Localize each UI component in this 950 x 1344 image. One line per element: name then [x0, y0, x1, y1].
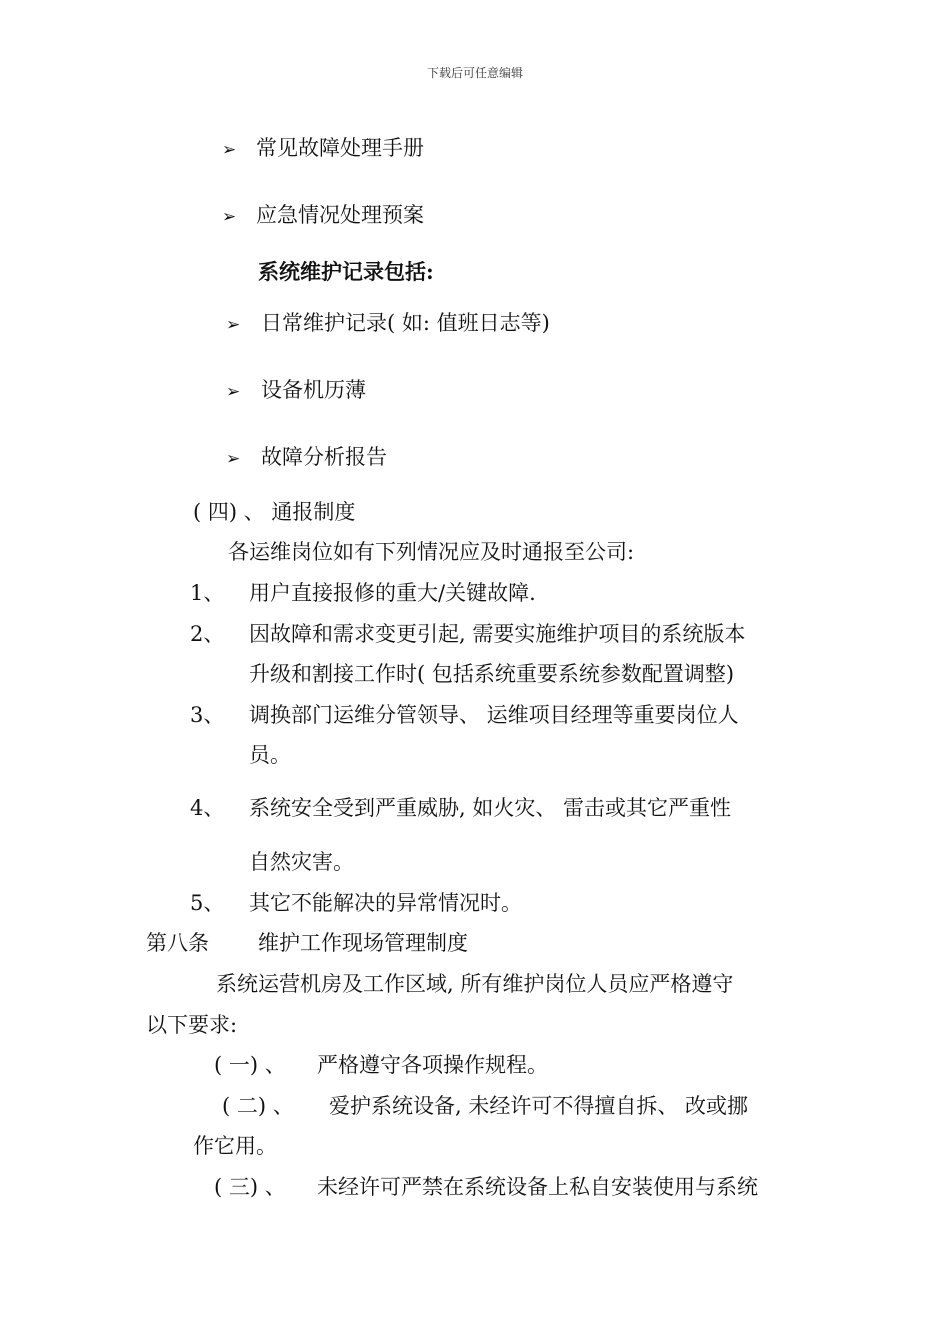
list-item: 调换部门运维分管领导、 运维项目经理等重要岗位人 [249, 703, 739, 727]
bullet-arrow-icon: ➢ [222, 207, 237, 227]
bullet-arrow-icon: ➢ [226, 315, 241, 335]
rule-text: 爱护系统设备, 未经许可不得擅自拆、 改或挪 [329, 1094, 749, 1118]
bullet-item: 日常维护记录( 如: 值班日志等) [261, 311, 550, 335]
bullet-item: 故障分析报告 [261, 445, 387, 469]
rule-text: 严格遵守各项操作规程。 [317, 1053, 548, 1077]
article-intro: 系统运营机房及工作区域, 所有维护岗位人员应严格遵守 [216, 972, 734, 996]
bullet-item: 应急情况处理预案 [256, 203, 424, 227]
list-item: 用户直接报修的重大/关键故障. [249, 581, 536, 605]
article-title: 维护工作现场管理制度 [258, 931, 468, 955]
page-header: 下载后可任意编辑 [426, 66, 523, 80]
list-number: 2、 [190, 622, 225, 646]
list-item-continuation: 升级和割接工作时( 包括系统重要系统参数配置调整) [249, 662, 735, 686]
list-item-continuation: 员。 [249, 743, 291, 767]
list-number: 1、 [190, 581, 225, 605]
rule-number: ( 三) 、 [214, 1175, 286, 1199]
list-item: 因故障和需求变更引起, 需要实施维护项目的系统版本 [249, 622, 746, 646]
bullet-item: 常见故障处理手册 [256, 136, 424, 160]
bullet-arrow-icon: ➢ [226, 382, 241, 402]
rule-text: 未经许可严禁在系统设备上私自安装使用与系统 [317, 1175, 758, 1199]
bullet-arrow-icon: ➢ [226, 449, 241, 469]
records-heading: 系统维护记录包括: [258, 259, 434, 284]
section-title: ( 四) 、 通报制度 [193, 500, 356, 524]
article-label: 第八条 [146, 931, 209, 955]
bullet-item: 设备机历薄 [261, 378, 366, 402]
bullet-arrow-icon: ➢ [222, 140, 237, 160]
article-intro-continuation: 以下要求: [146, 1013, 238, 1037]
rule-number: ( 一) 、 [214, 1053, 286, 1077]
rule-number: ( 二) 、 [222, 1094, 294, 1118]
list-item-continuation: 自然灾害。 [249, 850, 354, 874]
list-item: 系统安全受到严重威胁, 如火灾、 雷击或其它严重性 [249, 796, 732, 820]
section-intro: 各运维岗位如有下列情况应及时通报至公司: [228, 540, 635, 564]
list-number: 3、 [190, 703, 225, 727]
rule-text-continuation: 作它用。 [193, 1134, 277, 1158]
list-item: 其它不能解决的异常情况时。 [249, 891, 522, 915]
list-number: 5、 [190, 891, 225, 915]
list-number: 4、 [190, 796, 225, 820]
